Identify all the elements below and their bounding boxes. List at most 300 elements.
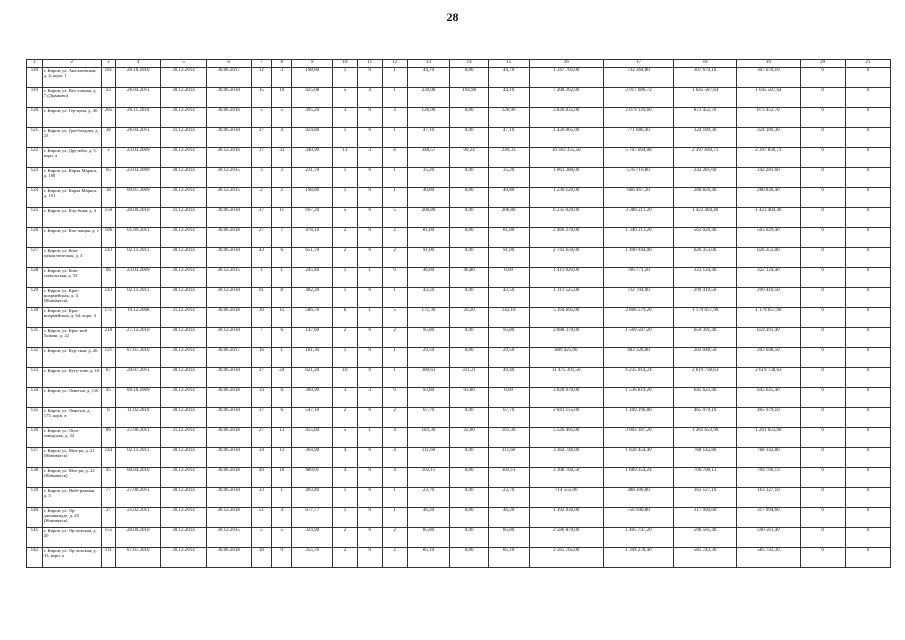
table-cell: 3 (333, 388, 358, 408)
table-cell: 2 565 765,00 (529, 548, 604, 568)
address-cell: г. Киров, ул. Кхо-чащая, д. 1 (42, 228, 101, 248)
table-cell: 40,80 (488, 188, 529, 208)
table-cell: 77 (101, 488, 116, 508)
table-cell: 85,10 (407, 548, 450, 568)
table-cell: 30.12.2014 (161, 248, 206, 268)
address-cell: г. Киров, ул. Лени-на, д. 175, корп. в (42, 408, 101, 428)
address-cell: г. Киров, ул. Клу-бная, д. 4 (42, 208, 101, 228)
table-cell: 712 704,00 (604, 288, 674, 308)
table-cell: 1 (333, 168, 358, 188)
table-cell: 30.06.2018 (206, 368, 251, 388)
table-cell: 124 (27, 188, 43, 208)
table-cell: 0 (845, 288, 890, 308)
table-cell: 2 586 870,00 (529, 528, 604, 548)
table-cell: 30.12.2015 (206, 528, 251, 548)
table-cell: 130 (27, 308, 43, 328)
table-cell: 1 645 587,64 (737, 88, 800, 108)
table-cell: 23,70 (488, 488, 529, 508)
table-cell: 206,80 (407, 208, 450, 228)
table-cell: 30.06.2018 (206, 428, 251, 448)
table-cell: 0 (800, 228, 845, 248)
table-cell: 2 041 155,00 (529, 408, 604, 428)
table-cell: 2 (251, 188, 271, 208)
table-cell: 171,30 (407, 308, 450, 328)
table-cell: 756 940,80 (604, 508, 674, 528)
table-cell: 2 397 830,71 (674, 148, 737, 168)
column-header: 21 (845, 60, 890, 68)
table-cell: 163 127,10 (674, 488, 737, 508)
table-cell: 1 (333, 268, 358, 288)
table-cell: 30.12.2016 (206, 148, 251, 168)
table-cell: 1 (382, 168, 407, 188)
column-header: 2 (42, 60, 101, 68)
table-cell: 1 392 930,00 (529, 508, 604, 528)
table-cell: 144 (101, 448, 116, 468)
table-cell: 133 (27, 368, 43, 388)
table-cell: 1 179 057,90 (737, 308, 800, 328)
table-cell: 0 (800, 208, 845, 228)
table-cell: 3 (357, 148, 382, 168)
table-cell: 6 235 914,24 (604, 368, 674, 388)
table-cell: 137 (27, 448, 43, 468)
table-cell: 46,20 (488, 508, 529, 528)
column-header: 11 (357, 60, 382, 68)
table-cell: 30.06.2018 (206, 408, 251, 428)
table-cell: 0 (800, 188, 845, 208)
table-row (27, 328, 891, 348)
table-cell: 15 (251, 88, 271, 108)
table-cell: 1 311 525,00 (529, 288, 604, 308)
table-cell: 732 364,80 (604, 68, 674, 88)
column-header: 15 (488, 60, 529, 68)
table-cell: 768 142,80 (674, 448, 737, 468)
table-cell: 203 048,50 (737, 348, 800, 368)
table-cell: 0,00 (450, 168, 488, 188)
table-cell: 95,80 (407, 328, 450, 348)
column-header: 13 (407, 60, 450, 68)
table-cell: 27 (251, 228, 271, 248)
table-cell: 31.12.2014 (161, 128, 206, 148)
table-cell: 81,80 (488, 228, 529, 248)
table-cell: 576 716,80 (604, 168, 674, 188)
address-cell: г. Киров, ул. Мол-ра, д. 21 (Нововятск) (42, 448, 101, 468)
table-cell: 340,90 (292, 148, 333, 168)
table-cell: 482,20 (292, 288, 333, 308)
table-cell: 1 261 653,90 (674, 428, 737, 448)
table-cell: 1 411 020,00 (529, 268, 604, 288)
table-cell: 27.12.2010 (116, 328, 161, 348)
table-cell: 0 (845, 468, 890, 488)
table-cell: 1 569 587,20 (604, 328, 674, 348)
table-cell: 93,80 (407, 388, 450, 408)
table-cell: 33 (272, 148, 292, 168)
table-cell: 360,90 (292, 388, 333, 408)
table-cell: 91,00 (488, 248, 529, 268)
address-cell: г. Киров, ул. Лесо-заводская, д. 22 (42, 428, 101, 448)
address-cell: г. Киров, ул. Куту-зова, д. 10 (42, 368, 101, 388)
table-cell: 3 364 740,00 (529, 448, 604, 468)
table-cell: 125 (27, 208, 43, 228)
table-cell: 0 (845, 488, 890, 508)
table-cell: 30.12.2014 (161, 548, 206, 568)
table-cell: 1 405 747,20 (604, 528, 674, 548)
table-cell: 3 826 035,00 (529, 108, 604, 128)
table-cell: 4 (382, 428, 407, 448)
table-cell: 280 826,40 (737, 188, 800, 208)
table-cell: 873 452,70 (674, 108, 737, 128)
table-cell: 6 235 020,00 (529, 208, 604, 228)
table-cell: 30.12.2014 (161, 228, 206, 248)
table-cell: 14 (251, 388, 271, 408)
table-cell: 4 (272, 508, 292, 528)
table-cell: 30.12.2015 (206, 188, 251, 208)
table-row (27, 528, 891, 548)
table-cell: 873 452,70 (737, 108, 800, 128)
table-cell: 0 (800, 428, 845, 448)
table-cell: 0 (357, 328, 382, 348)
table-cell: 11 (333, 148, 358, 168)
table-cell: 143 (101, 288, 116, 308)
table-cell: 30.06.2018 (206, 248, 251, 268)
table-cell: 455,00 (292, 428, 333, 448)
table-cell: 194,98 (450, 88, 488, 108)
table-cell: 317 994,60 (737, 508, 800, 528)
address-cell: г. Киров, ул. Карла Маркса, д. 188 (42, 168, 101, 188)
table-cell: 46,80 (407, 268, 450, 288)
table-cell: 668 467,20 (604, 188, 674, 208)
table-cell: 424,80 (292, 128, 333, 148)
table-cell: 1 (251, 268, 271, 288)
table-cell: 106 (101, 228, 116, 248)
table-cell: 7 (251, 328, 271, 348)
table-cell: 16 (251, 348, 271, 368)
table-cell: 28.09.2010 (116, 528, 161, 548)
table-cell: 81,80 (407, 228, 450, 248)
table-cell: 11 475 391,50 (529, 368, 604, 388)
table-cell: 30.12.2018 (206, 288, 251, 308)
column-header: 5 (161, 60, 206, 68)
table-row (27, 168, 891, 188)
table-cell: 0,00 (488, 388, 529, 408)
table-cell: 324 189,30 (674, 128, 737, 148)
table-cell: 136 (27, 428, 43, 448)
table-cell: 181,30 (292, 348, 333, 368)
table-cell: 126 (27, 228, 43, 248)
table-cell: 22,00 (450, 428, 488, 448)
table-cell: 307 670,10 (737, 68, 800, 88)
column-header: 8 (272, 60, 292, 68)
table-cell: 44,10 (488, 88, 529, 108)
table-row (27, 68, 891, 88)
column-header: 3 (101, 60, 116, 68)
table-cell: 0 (845, 228, 890, 248)
table-cell: 15 (272, 308, 292, 328)
table-cell: 0 (845, 408, 890, 428)
table-cell: 1 (333, 68, 358, 88)
table-cell: 0 (357, 528, 382, 548)
table-row (27, 148, 891, 168)
table-cell: 28.10.2010 (116, 68, 161, 88)
table-cell: 103,11 (488, 468, 529, 488)
table-row (27, 408, 891, 428)
table-row (27, 388, 891, 408)
table-cell: 30 (251, 308, 271, 328)
table-cell: 2 806 579,20 (604, 308, 674, 328)
table-cell: 0,00 (450, 208, 488, 228)
column-header: 7 (251, 60, 271, 68)
table-cell: 586,70 (292, 308, 333, 328)
table-cell: 02.11.2011 (116, 288, 161, 308)
table-cell: 95,80 (488, 328, 529, 348)
table-cell: 0 (845, 248, 890, 268)
table-cell: 0 (800, 88, 845, 108)
table-cell: 28.09.2010 (116, 208, 161, 228)
table-cell: 621,20 (292, 368, 333, 388)
table-cell: 0 (845, 188, 890, 208)
table-cell: 2 (382, 408, 407, 428)
table-cell: 1 (382, 188, 407, 208)
table-cell: 231,70 (292, 168, 333, 188)
table-cell: 0 (845, 508, 890, 528)
table-cell: 493,40 (292, 488, 333, 508)
table-cell: 0 (800, 328, 845, 348)
table-cell: 33 (251, 488, 271, 508)
table-cell: 24 (272, 368, 292, 388)
table-cell: 183,30 (407, 428, 450, 448)
table-cell: 4 (357, 88, 382, 108)
table-cell: 86 (101, 428, 116, 448)
table-cell: 5 (272, 528, 292, 548)
table-row (27, 248, 891, 268)
table-cell: 30.12.2015 (206, 268, 251, 288)
table-cell: 249,33 (488, 148, 529, 168)
table-cell: 0 (800, 108, 845, 128)
table-cell: 2 (382, 548, 407, 568)
table-cell: 13 (272, 448, 292, 468)
table-cell: 07.07.2010 (116, 348, 161, 368)
table-cell: 0 (845, 528, 890, 548)
table-cell: 5 526 495,00 (529, 428, 604, 448)
table-cell: 38 (101, 128, 116, 148)
table-cell: 626 353,00 (737, 248, 800, 268)
table-cell: 1 (382, 128, 407, 148)
table-cell: 5 (382, 208, 407, 228)
table-cell: 0,00 (450, 348, 488, 368)
table-cell: 322 124,40 (674, 268, 737, 288)
table-cell: 1 423 404,40 (737, 208, 800, 228)
table-cell: 111,60 (488, 448, 529, 468)
table-cell: 47,10 (407, 128, 450, 148)
table-cell: 0 (800, 248, 845, 268)
table-cell: 10 (272, 468, 292, 488)
table-cell: 0,00 (450, 468, 488, 488)
table-cell: 2 (382, 328, 407, 348)
table-cell: 31.12.2014 (161, 308, 206, 328)
table-cell: 30.06.2016 (206, 108, 251, 128)
table-cell: 771 686,40 (604, 128, 674, 148)
table-cell: 651,70 (292, 248, 333, 268)
table-cell: 129 (27, 288, 43, 308)
column-header: 1 (27, 60, 43, 68)
table-cell: 0 (357, 128, 382, 148)
table-cell: 0 (845, 168, 890, 188)
table-cell: 2 (333, 548, 358, 568)
table-cell: 709 706,13 (674, 468, 737, 488)
table-cell: 85,80 (488, 528, 529, 548)
column-header: 16 (529, 60, 604, 68)
table-cell: 131 (27, 328, 43, 348)
table-cell: 2 (333, 408, 358, 428)
table-cell: 11.02.2010 (116, 408, 161, 428)
table-cell: 37 (251, 148, 271, 168)
table-row (27, 348, 891, 368)
column-header: 19 (737, 60, 800, 68)
table-cell: 0 (800, 388, 845, 408)
table-cell: 239,08 (407, 88, 450, 108)
table-cell: 0,00 (450, 288, 488, 308)
table-cell: 307 670,10 (674, 68, 737, 88)
table-cell: 709 706,13 (737, 468, 800, 488)
address-cell: г. Киров, ул. Крас-ноармейская, д. 64, корп. 3 (42, 308, 101, 328)
table-cell: 18 (101, 188, 116, 208)
table-cell: 0 (357, 488, 382, 508)
table-cell: 6 (272, 248, 292, 268)
table-cell: 6 (101, 408, 116, 428)
table-cell: 425,08 (292, 88, 333, 108)
table-cell: 30.12.2014 (161, 288, 206, 308)
table-cell: 30.12.2014 (161, 88, 206, 108)
table-cell: 30.12.2014 (161, 268, 206, 288)
table-cell: 46,20 (407, 508, 450, 528)
table-cell: 299 410,50 (737, 288, 800, 308)
table-cell: 5 707 694,08 (604, 148, 674, 168)
table-cell: 0 (800, 448, 845, 468)
table-cell: 30.06.2018 (206, 88, 251, 108)
address-cell: г. Киров, ул. Ана-ньевская, д. 4, корп. 1 (42, 68, 101, 88)
table-cell: 08.04.2010 (116, 468, 161, 488)
table-cell: 0 (357, 508, 382, 528)
table-cell: 0 (800, 128, 845, 148)
table-cell: 0 (382, 268, 407, 288)
table-cell: 99,24 (450, 148, 488, 168)
table-cell: 30.12.2014 (161, 68, 206, 88)
table-cell: 142,10 (488, 308, 529, 328)
table-cell: 27.06.2011 (116, 428, 161, 448)
table-cell: 30.06.2018 (206, 208, 251, 228)
table-cell: 0,00 (450, 188, 488, 208)
page-number: 28 (446, 10, 459, 24)
table-cell: 331,21 (450, 368, 488, 388)
table-cell: 29,50 (407, 348, 450, 368)
table-cell: 1 (382, 68, 407, 88)
table-cell: 206,80 (488, 208, 529, 228)
table-cell: 30.12.2014 (161, 328, 206, 348)
table-cell: 27 (251, 128, 271, 148)
table-cell: 585 743,30 (674, 548, 737, 568)
address-cell: г. Киров, ул. Крас-ной Химии, д. 22 (42, 328, 101, 348)
table-cell: 1 (333, 188, 358, 208)
table-cell: 43 (251, 248, 271, 268)
table-cell: 2 743 650,00 (529, 248, 604, 268)
table-cell: 348,57 (407, 148, 450, 168)
table-cell: 0 (845, 148, 890, 168)
address-cell: г. Киров, ул. Ком-сомольская, д. 55 (42, 268, 101, 288)
table-cell: 44,70 (407, 68, 450, 88)
table-cell: 61 (251, 288, 271, 308)
table-cell: 1 261 653,90 (737, 428, 800, 448)
column-header: 18 (674, 60, 737, 68)
table-cell: 0 (800, 168, 845, 188)
table-cell: 3 (357, 388, 382, 408)
table-cell: 0,00 (450, 108, 488, 128)
table-row (27, 268, 891, 288)
table-cell: 05 (101, 168, 116, 188)
table-cell: 0 (845, 128, 890, 148)
table-cell: 37 (251, 208, 271, 228)
table-cell: 85,10 (488, 548, 529, 568)
table-cell: 1 490 944,00 (604, 248, 674, 268)
table-cell: 1 (333, 488, 358, 508)
table-cell: 30.12.2014 (161, 408, 206, 428)
table-cell: 0 (845, 308, 890, 328)
table-cell: 87 (101, 368, 116, 388)
table-cell: 30.12.2014 (161, 188, 206, 208)
data-table-container (26, 59, 891, 568)
table-cell: 5 (272, 108, 292, 128)
table-cell: 1 (333, 508, 358, 528)
table-cell: 563 029,40 (674, 228, 737, 248)
table-cell: 2 (272, 188, 292, 208)
table-cell: 30.12.2014 (161, 388, 206, 408)
table-cell: 123 (27, 168, 43, 188)
table-cell: 0,00 (450, 128, 488, 148)
table-cell: 143 (101, 248, 116, 268)
table-cell: 1 (333, 348, 358, 368)
table-cell: 395,20 (292, 108, 333, 128)
table-cell: 51 (251, 508, 271, 528)
table-row (27, 288, 891, 308)
table-cell: 483 328,00 (604, 348, 674, 368)
table-row (27, 448, 891, 468)
table-cell: 4 (333, 448, 358, 468)
table-cell: 0,00 (450, 68, 488, 88)
table-row (27, 188, 891, 208)
table-cell: 0 (845, 548, 890, 568)
table-row (27, 128, 891, 148)
address-cell: г. Киров, ул. Дру-жбы, д. 5, корп. а (42, 148, 101, 168)
table-cell: 31.12.2014 (161, 208, 206, 228)
table-cell: 1 (333, 128, 358, 148)
table-cell: 140 (27, 508, 43, 528)
table-cell: 30.12.2014 (161, 448, 206, 468)
table-cell: 01.09.2011 (116, 228, 161, 248)
table-cell: 0 (357, 248, 382, 268)
table-cell: 85,80 (407, 528, 450, 548)
table-cell: 0 (357, 448, 382, 468)
table-row (27, 308, 891, 328)
table-cell: 465 979,10 (674, 408, 737, 428)
table-cell: 478,10 (292, 228, 333, 248)
column-header: 9 (292, 60, 333, 68)
table-cell: 67,70 (488, 408, 529, 428)
table-body (27, 68, 891, 568)
table-cell: 30.06.2018 (206, 388, 251, 408)
table-cell: 0 (800, 148, 845, 168)
table-cell: 380,61 (407, 368, 450, 388)
table-cell: 06 (101, 268, 116, 288)
table-cell: 111,60 (407, 448, 450, 468)
table-cell: 103,11 (407, 468, 450, 488)
